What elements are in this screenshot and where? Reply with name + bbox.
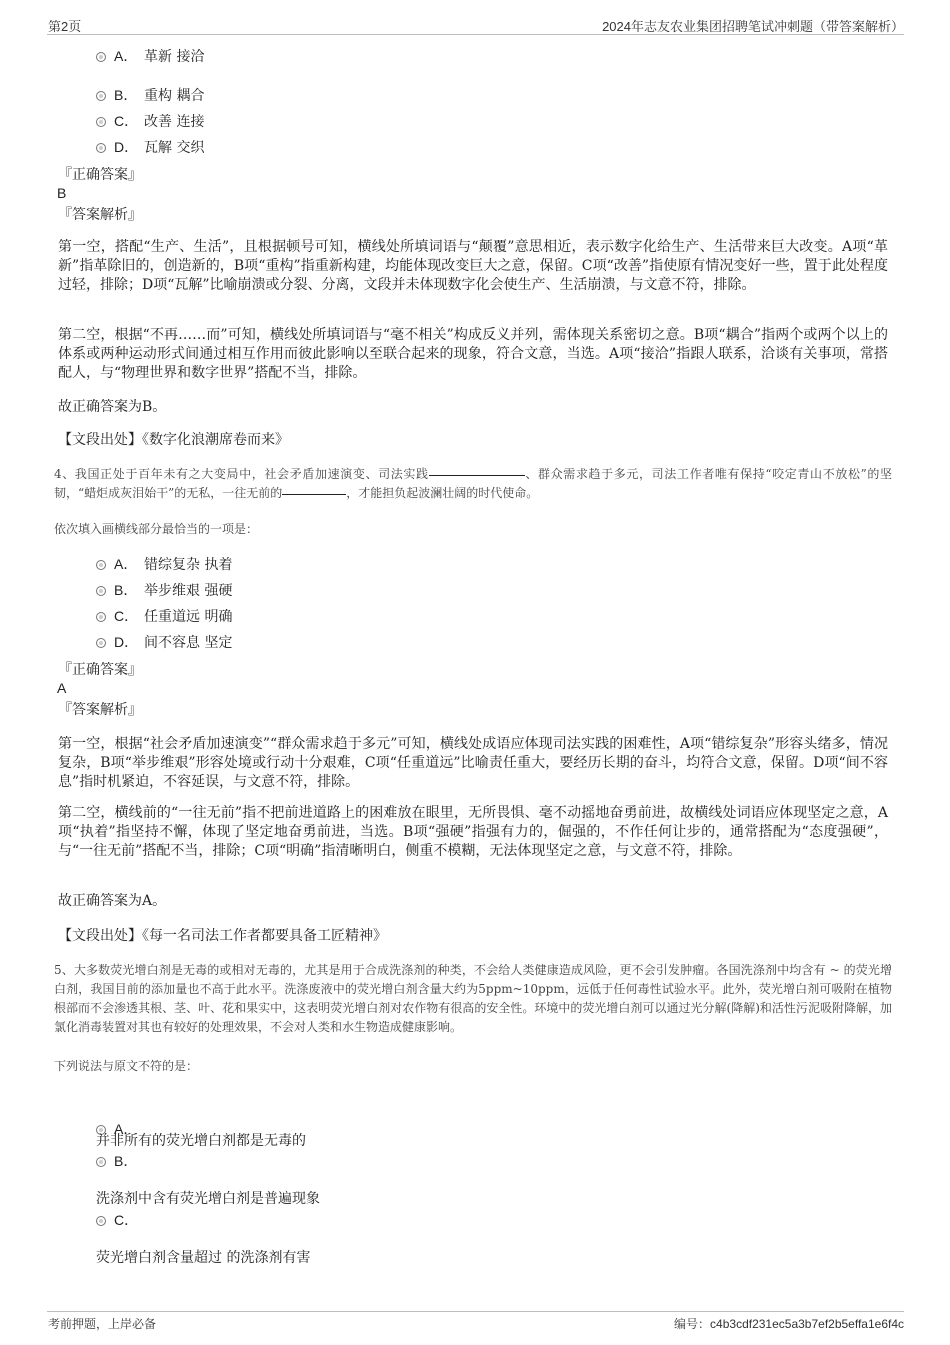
q5-stem: 5、大多数荧光增白剂是无毒的或相对无毒的，尤其是用于合成洗涤剂的种类，不会给人类健康造成风险，更不会引发肿瘤。各国洗涤剂中均含有 ~ 的荧光增白剂，我国目前的添加量也不高于此水平。洗涤废液中的荧光增白剂含量大约为5ppm~10ppm，远低于任何毒性试验水平。此外，荧光增白剂可吸附在植物根部而不会渗透其根、茎、叶、花和果实中，这表明荧光增白剂对农作物有很高的安全性。环境中的荧光增白剂可以通过光分解(降解)和活性污泥吸附降解，加氯化消毒装置对其也有较好的处理效果，不会对人类和水生物造成健康影响。 <box>54 963 892 1034</box>
q3-analysis-p2: 第二空，根据“不再……而”可知，横线处所填词语与“毫不相关”构成反义并列，需体现关系密切之意。B项“耦合”指两个或两个以上的体系或两种运动形式间通过相互作用而彼此影响以至联合起来的现象，符合文意，当选。A项“接洽”指跟人联系，洽谈有关事项，常搭配人，与“物理世界和数字世界”搭配不当，排除。 <box>58 327 888 381</box>
option-text: 任重道远 明确 <box>144 609 233 625</box>
q4-correct-answer: A <box>57 680 67 696</box>
document-title: 2024年志友农业集团招聘笔试冲刺题（带答案解析） <box>602 19 904 34</box>
q4-analysis-conclusion: 故正确答案为A。 <box>58 893 167 909</box>
option-text: 革新 接洽 <box>144 49 205 65</box>
radio-icon[interactable] <box>96 638 106 648</box>
option-letter: C． <box>114 1212 139 1228</box>
radio-icon[interactable] <box>96 117 106 127</box>
fill-blank <box>282 494 346 495</box>
option-letter: D． <box>114 634 139 650</box>
q4-correct-label: 『正确答案』 <box>58 662 142 678</box>
q3-analysis-p1: 第一空，搭配“生产、生活”，且根据顿号可知，横线处所填词语与“颠覆”意思相近，表示数字化给生产、生活带来巨大改变。A项“革新”指革除旧的，创造新的，B项“重构”指重新构建，均能体现改变巨大之意，保留。C项“改善”指使原有情况变好一些，置于此处程度过轻，排除；D项“瓦解”比喻崩溃或分裂、分离，文段并未体现数字化会使生产、生活崩溃，与文意不符，排除。 <box>58 239 888 293</box>
radio-icon[interactable] <box>96 143 106 153</box>
option-letter: B． <box>114 582 138 598</box>
q4-option-b[interactable] <box>96 580 232 601</box>
option-letter: A． <box>114 556 138 572</box>
q4-stem-part: 、群众需求趋于多元，司法工作者唯有保持“咬定青山不放松”的坚韧，“蜡炬成灰泪始干”的无私，一往无前的 <box>54 467 892 500</box>
q4-option-a[interactable] <box>96 554 232 575</box>
radio-icon[interactable] <box>96 586 106 596</box>
radio-icon[interactable] <box>96 612 106 622</box>
option-text: 错综复杂 执着 <box>144 557 233 573</box>
q5-option-b-text: 洗涤剂中含有荧光增白剂是普遍现象 <box>96 1191 320 1207</box>
radio-icon[interactable] <box>96 560 106 570</box>
option-letter: A． <box>114 1121 138 1137</box>
radio-icon[interactable] <box>96 91 106 101</box>
q5-lead: 下列说法与原文不符的是： <box>54 1059 199 1073</box>
footer-divider <box>47 1311 904 1312</box>
option-text: 举步维艰 强硬 <box>144 583 233 599</box>
q5-option-b[interactable] <box>96 1151 144 1172</box>
q3-option-d[interactable] <box>96 137 204 158</box>
option-letter: D． <box>114 139 139 155</box>
q3-analysis-label: 『答案解析』 <box>58 207 142 223</box>
q4-stem <box>54 465 892 503</box>
option-letter: C． <box>114 608 139 624</box>
q3-correct-answer: B <box>57 185 67 201</box>
footer-slogan: 考前押题，上岸必备 <box>48 1317 157 1331</box>
q4-lead: 依次填入画横线部分最恰当的一项是： <box>54 522 259 536</box>
q3-analysis-conclusion: 故正确答案为B。 <box>58 399 167 415</box>
option-letter: B． <box>114 1153 138 1169</box>
q4-stem-part: ，才能担负起波澜壮阔的时代使命。 <box>346 486 539 500</box>
q4-analysis-p2: 第二空，横线前的“一往无前”指不把前进道路上的困难放在眼里，无所畏惧、毫不动摇地奋勇前进，故横线处词语应体现坚定之意，A项“执着”指坚持不懈，体现了坚定地奋勇前进，当选。B项“强硬”指强有力的，倔强的，不作任何让步的，通常搭配为“态度强硬”，与“一往无前”搭配不当，排除；C项“明确”指清晰明白，侧重不模糊，无法体现坚定之意，与文意不符，排除。 <box>58 805 888 859</box>
option-text: 间不容息 坚定 <box>144 635 233 651</box>
option-letter: A． <box>114 48 138 64</box>
radio-icon[interactable] <box>96 1216 106 1226</box>
header-divider <box>47 34 904 35</box>
q4-stem-part: 4、我国正处于百年未有之大变局中，社会矛盾加速演变、司法实践 <box>54 467 429 481</box>
q3-correct-label: 『正确答案』 <box>58 167 142 183</box>
option-letter: C． <box>114 113 139 129</box>
q3-source: 【文段出处】《数字化浪潮席卷而来》 <box>58 432 289 448</box>
option-text: 改善 连接 <box>144 114 205 130</box>
option-letter: B． <box>114 87 138 103</box>
q4-option-d[interactable] <box>96 632 232 653</box>
q3-option-b[interactable] <box>96 85 204 106</box>
page-number: 第2页 <box>48 19 82 34</box>
q4-option-c[interactable] <box>96 606 232 627</box>
q3-option-c[interactable] <box>96 111 204 132</box>
q4-analysis-label: 『答案解析』 <box>58 702 142 718</box>
footer-doc-id: 编号：c4b3cdf231ec5a3b7ef2b5effa1e6f4c <box>674 1317 904 1331</box>
q5-option-c[interactable] <box>96 1210 144 1231</box>
option-text: 瓦解 交织 <box>144 140 205 156</box>
radio-icon[interactable] <box>96 52 106 62</box>
option-text: 重构 耦合 <box>144 88 205 104</box>
q3-option-a[interactable] <box>96 46 204 67</box>
q5-option-a-text: 并非所有的荧光增白剂都是无毒的 <box>96 1133 306 1149</box>
q4-source: 【文段出处】《每一名司法工作者都要具备工匠精神》 <box>58 928 387 944</box>
q4-analysis-p1: 第一空，根据“社会矛盾加速演变”“群众需求趋于多元”可知，横线处成语应体现司法实践的困难性，A项“错综复杂”形容头绪多，情况复杂，B项“举步维艰”形容处境或行动十分艰难，C项“任重道远”比喻责任重大，要经历长期的奋斗，均符合文意，保留。D项“间不容息”指时机紧迫，不容延误，与文意不符，排除。 <box>58 736 888 790</box>
fill-blank <box>429 475 525 476</box>
radio-icon[interactable] <box>96 1157 106 1167</box>
q5-option-c-text: 荧光增白剂含量超过 的洗涤剂有害 <box>96 1250 311 1266</box>
